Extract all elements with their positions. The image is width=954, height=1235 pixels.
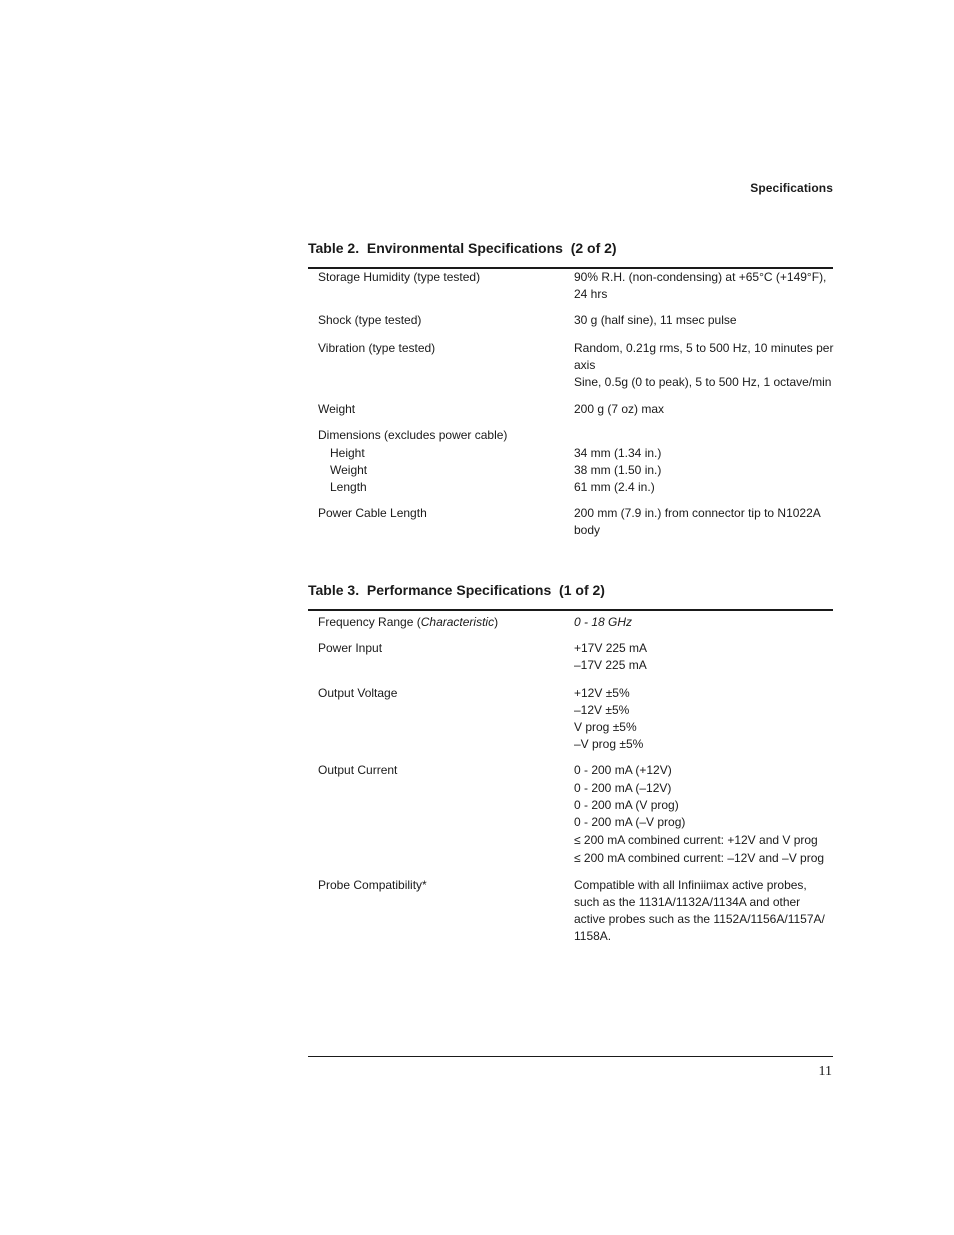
value-line: 90% R.H. (non-condensing) at +65°C (+149°F), <box>574 270 827 284</box>
spec-label <box>308 762 574 867</box>
spec-label <box>308 269 574 303</box>
spec-label <box>308 401 574 418</box>
label-line: Shock (type tested) <box>318 313 422 328</box>
spec-value <box>574 401 832 418</box>
label-line: Power Input <box>318 641 383 656</box>
value-line: 61 mm (2.4 in.) <box>574 480 655 495</box>
value-line: –12V ±5% <box>574 702 630 717</box>
spec-label <box>308 427 574 496</box>
value-line: such as the 1131A/1132A/1134A and other <box>574 894 801 909</box>
value-line: axis <box>574 357 596 372</box>
spec-row-weight <box>308 401 833 418</box>
value-line: Random, 0.21g rms, 5 to 500 Hz, 10 minutes per <box>574 340 834 355</box>
label-line: Length <box>330 480 367 495</box>
spec-row-output-voltage <box>308 685 833 754</box>
page-number: 11 <box>818 1064 832 1079</box>
spec-value <box>574 877 832 946</box>
value-line: 1158A. <box>574 929 612 944</box>
value-line: Compatible with all Infiniimax active probes, <box>574 877 807 892</box>
table-caption: Table 2. Environmental Specifications (2 of 2) <box>308 240 617 256</box>
value-line: 30 g (half sine), 11 msec pulse <box>574 313 737 328</box>
spec-value <box>574 685 832 754</box>
spec-label <box>308 505 574 539</box>
label-line: Probe Compatibility* <box>318 877 427 892</box>
value-line: 34 mm (1.34 in.) <box>574 445 662 460</box>
spec-value <box>574 340 832 392</box>
value-line: ≤ 200 mA combined current: –12V and –V prog <box>574 851 825 866</box>
value-line: V prog ±5% <box>574 720 637 735</box>
value-line <box>574 427 832 444</box>
label-line: Dimensions (excludes power cable) <box>318 428 508 443</box>
running-head: Specifications <box>750 181 833 195</box>
performance-spec-table <box>308 580 833 945</box>
spec-row-power-cable-length <box>308 505 833 539</box>
footer-rule <box>308 1056 833 1057</box>
spec-row-vibration <box>308 340 833 392</box>
spec-label <box>308 312 574 329</box>
label-line <box>318 614 574 631</box>
spec-row-power-input <box>308 640 833 674</box>
value-line: active probes such as the 1152A/1156A/1157A/ <box>574 912 825 927</box>
value-line: +12V ±5% <box>574 685 630 700</box>
spec-value <box>574 427 832 496</box>
spec-row-probe-compatibility <box>308 877 833 946</box>
table-caption: Table 3. Performance Specifications (1 of 2) <box>308 582 605 598</box>
label-line: Height <box>330 445 365 460</box>
label-line: Weight <box>318 402 356 417</box>
spec-value <box>574 614 832 631</box>
spec-value <box>574 762 832 867</box>
spec-value <box>574 640 832 674</box>
label-italic-text: Characteristic <box>420 615 495 629</box>
label-text: ) <box>494 615 499 629</box>
label-line: Vibration (type tested) <box>318 340 436 355</box>
value-line: +17V 225 mA <box>574 641 648 656</box>
value-line: 0 - 200 mA (V prog) <box>574 797 679 812</box>
label-line: Power Cable Length <box>318 506 427 521</box>
value-line: 38 mm (1.50 in.) <box>574 462 662 477</box>
label-line: Storage Humidity (type tested) <box>318 270 481 284</box>
value-line: 0 - 200 mA (–12V) <box>574 780 672 795</box>
label-line: Output Current <box>318 763 398 778</box>
spec-row-shock <box>308 312 833 329</box>
value-line: Sine, 0.5g (0 to peak), 5 to 500 Hz, 1 octave/min <box>574 375 832 390</box>
spec-value <box>574 505 832 539</box>
value-line: –17V 225 mA <box>574 658 647 673</box>
value-line: 24 hrs <box>574 287 608 302</box>
spec-row-output-current <box>308 762 833 867</box>
value-line: –V prog ±5% <box>574 737 644 752</box>
spec-label <box>308 685 574 754</box>
table-top-rule <box>308 609 833 611</box>
value-line: ≤ 200 mA combined current: +12V and V prog <box>574 833 818 848</box>
spec-row-frequency-range <box>308 614 833 631</box>
label-text: Frequency Range ( <box>318 615 421 629</box>
value-line: body <box>574 523 601 538</box>
spec-value <box>574 269 832 303</box>
value-line: 200 mm (7.9 in.) from connector tip to N1022A <box>574 506 821 521</box>
value-line: 0 - 200 mA (–V prog) <box>574 815 686 830</box>
label-line: Output Voltage <box>318 685 398 700</box>
spec-row-storage-humidity <box>308 269 833 303</box>
spec-value <box>574 312 832 329</box>
value-line: 200 g (7 oz) max <box>574 402 665 417</box>
spec-label <box>308 340 574 392</box>
value-line: 0 - 200 mA (+12V) <box>574 763 672 778</box>
label-line: Weight <box>330 462 368 477</box>
spec-label <box>308 640 574 674</box>
value-line: 0 - 18 GHz <box>574 615 633 629</box>
environmental-spec-table <box>308 238 833 540</box>
spec-label <box>308 877 574 946</box>
spec-label <box>308 614 574 631</box>
spec-row-dimensions <box>308 427 833 496</box>
